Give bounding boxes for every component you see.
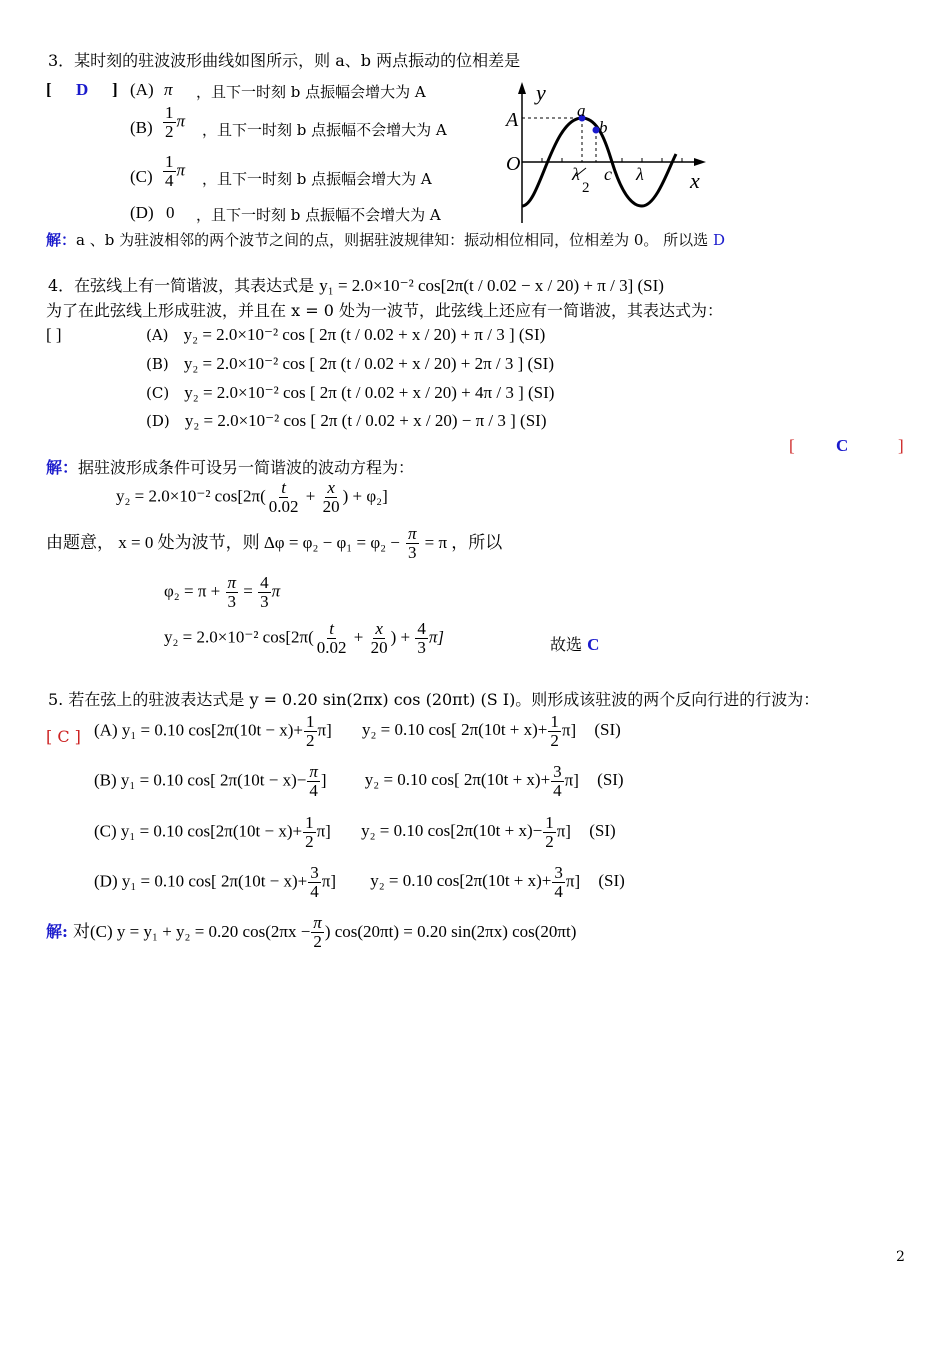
- q5-option-b-y2-num: 3: [553, 762, 562, 781]
- q5-option-b-y2-post: π]: [564, 770, 579, 790]
- q4-eq1-pre: y₂ = 2.0×10⁻² cos[2π(: [116, 486, 266, 506]
- q5-option-a-y2-post: π]: [561, 720, 577, 740]
- q5-option-c-y2-den: 2: [545, 831, 554, 851]
- point-c-label: c: [604, 164, 612, 184]
- q3-stem: 3．某时刻的驻波波形曲线如图所示，则 a、b 两点振动的位相差是: [48, 51, 521, 70]
- q5-option-c-y1-den: 2: [305, 831, 314, 851]
- y-axis-arrow: [518, 82, 526, 94]
- q5-option-c-y1: y₁ = 0.10 cos[2π(10t − x)+: [120, 821, 303, 841]
- q4-option-a-expr: y₂ = 2.0×10⁻² cos [ 2π (t / 0.02 + x / 20) + π / 3 ] (SI): [183, 325, 546, 344]
- q3-solution-answer: D: [712, 231, 725, 249]
- q4-option-b-label: (B): [146, 355, 169, 373]
- amplitude-label: A: [506, 109, 519, 131]
- q5-option-d-y2-den: 4: [554, 881, 563, 901]
- q5-option-c-y2: y₂ = 0.10 cos[2π(10t + x)−: [361, 821, 543, 841]
- q5-option-d-y2-post: π]: [565, 871, 581, 891]
- q5-option-b: [94, 763, 624, 800]
- q3-option-c-label: (C): [130, 167, 153, 186]
- q4-option-c-expr: y₂ = 2.0×10⁻² cos [ 2π (t / 0.02 + x / 20) + 4π / 3 ] (SI): [184, 383, 555, 402]
- q3-option-b-label: (B): [130, 118, 153, 137]
- page-number: 2: [896, 1249, 905, 1265]
- point-b-label: b: [599, 118, 608, 137]
- q4-answer-bracket-right: ]: [898, 436, 904, 455]
- q3-option-c-num: 1: [165, 152, 174, 171]
- q4-cond-pre: 由题意， x = 0 处为波节，则 Δφ = φ₂ − φ₁ = φ₂ −: [46, 532, 400, 552]
- q3-option-d-label: (D): [130, 203, 154, 222]
- q4-eq1-t: t: [281, 478, 286, 497]
- q3-answer-bracket-right: ]: [112, 80, 118, 99]
- q3-option-c-text: ，且下一时刻 b 点振幅会增大为 A: [202, 170, 432, 188]
- q4-eq2-den: 3: [417, 637, 426, 657]
- q5-option-d-y2: y₂ = 0.10 cos[2π(10t + x)+: [370, 871, 552, 891]
- q5-option-c-y1-num: 1: [305, 813, 314, 832]
- q5-answer: [ C ]: [46, 727, 81, 746]
- q5-option-d-y1-post: π]: [321, 871, 336, 891]
- q4-eq2-post: π]: [428, 627, 444, 647]
- q4-cond-den: 3: [408, 542, 417, 562]
- point-a-label: a: [577, 101, 586, 120]
- q5-option-a-y1-den: 2: [306, 730, 315, 750]
- q4-conclusion-answer: C: [587, 635, 600, 654]
- q3-option-a-value: π: [164, 80, 173, 99]
- q3-option-d-value: 0: [166, 203, 175, 222]
- q3-option-b-num: 1: [165, 103, 174, 122]
- q5-option-a-label: (A): [94, 720, 118, 740]
- q5-option-a-y1-post: π]: [317, 720, 332, 740]
- q4-phi-mid: =: [243, 581, 253, 601]
- q4-solution-tag: 解：: [46, 458, 79, 477]
- q4-answer-bracket-left: [: [789, 436, 795, 455]
- q5-option-c: [94, 814, 616, 851]
- q4-option-b: [146, 354, 554, 374]
- q4-stem: [48, 273, 664, 296]
- x-label: x: [690, 168, 700, 193]
- q5-option-c-si: (SI): [589, 821, 616, 841]
- q4-conclusion: [550, 632, 599, 655]
- q3-option-b-text: ，且下一时刻 b 点振幅不会增大为 A: [202, 121, 447, 139]
- q4-option-d-label: (D): [146, 412, 170, 430]
- q4-stem2: 为了在此弦线上形成驻波，并且在 x = 0 处为一波节，此弦线上还应有一简谐波，其表达式为：: [46, 301, 723, 320]
- q5-option-c-y2-num: 1: [545, 813, 554, 832]
- q5-option-d-y1-den: 4: [310, 881, 319, 901]
- q4-eq1-x: x: [327, 478, 335, 497]
- q5-option-a-y2-num: 1: [550, 712, 559, 731]
- q4-option-d: [146, 411, 546, 431]
- q4-eq2-xden: 20: [370, 637, 388, 657]
- q4-answer: C: [836, 436, 849, 455]
- q4-phi-den: 3: [227, 591, 237, 611]
- q4-eq1: [116, 479, 388, 516]
- q4-eq1-tden: 0.02: [268, 496, 299, 516]
- q4-eq2: [164, 620, 444, 657]
- q5-option-b-y1-den: 4: [309, 780, 318, 800]
- q5-option-b-y1-num: π: [309, 762, 318, 781]
- q3-solution: [46, 229, 725, 250]
- q5-stem: 5. 若在弦上的驻波表达式是 y = 0.20 sin(2πx) cos (20πt) (S I)。则形成该驻波的两个反向行进的行波为：: [48, 690, 820, 709]
- q5-option-c-y2-post: π]: [556, 821, 571, 841]
- q5-option-b-y2: y₂ = 0.10 cos[ 2π(10t + x)+: [364, 770, 551, 790]
- q5-option-b-y1: y₁ = 0.10 cos[ 2π(10t − x)−: [120, 770, 307, 790]
- q5-option-d-label: (D): [94, 871, 118, 891]
- q4-conclusion-text: 故选: [550, 635, 583, 654]
- q3-answer: D: [76, 80, 89, 99]
- q5-solution-pre: 对(C) y = y₁ + y₂ = 0.20 cos(2πx −: [73, 921, 311, 941]
- half-lambda-num: λ: [572, 164, 580, 184]
- q5-solution-post: ) cos(20πt) = 0.20 sin(2πx) cos(20πt): [324, 921, 577, 941]
- q5-option-d-si: (SI): [598, 871, 625, 891]
- q3-option-b-value: [162, 104, 185, 141]
- q4-option-c-label: (C): [146, 384, 170, 402]
- q5-option-b-label: (B): [94, 770, 117, 790]
- q4-phi-den2: 3: [260, 591, 269, 611]
- q4-eq2-num: 4: [417, 619, 426, 638]
- q4-eq1-plus: +: [305, 486, 316, 506]
- q4-phi-num2: 4: [260, 573, 269, 592]
- q3-solution-tag: 解：: [46, 231, 77, 249]
- q4-option-a-label: (A): [146, 326, 169, 344]
- q3-option-c-den: 4: [165, 170, 174, 190]
- q5-option-d-y1: y₁ = 0.10 cos[ 2π(10t − x)+: [121, 871, 308, 891]
- q5-option-a: [94, 713, 621, 750]
- x-axis-arrow: [694, 158, 706, 166]
- q4-phi: [164, 574, 280, 611]
- q4-condition: [46, 525, 502, 562]
- q3-option-a-label: (A): [130, 80, 154, 99]
- q4-eq2-t: t: [329, 619, 334, 638]
- q5-solution-tag: 解:: [46, 921, 68, 941]
- q5-option-b-y2-den: 4: [553, 780, 562, 800]
- q4-stem-expr: y₁ = 2.0×10⁻² cos[2π(t / 0.02 − x / 20) + π / 3] (SI): [319, 276, 664, 295]
- standing-wave-figure: [500, 78, 715, 228]
- half-lambda-den: 2: [582, 180, 590, 196]
- q4-eq2-mid: ) +: [390, 627, 411, 647]
- q3-option-c-value: [162, 153, 185, 190]
- q3-option-b-den: 2: [165, 121, 174, 141]
- q4-eq1-post: ) + φ₂]: [342, 486, 388, 506]
- q3-option-d-text: ，且下一时刻 b 点振幅不会增大为 A: [196, 206, 441, 224]
- q4-eq2-plus: +: [353, 627, 364, 647]
- q3-option-b-pi: π: [176, 111, 186, 131]
- q5-option-b-y1-post: ]: [320, 770, 327, 790]
- q5-option-a-y2-den: 2: [550, 730, 559, 750]
- q5-option-c-label: (C): [94, 821, 117, 841]
- q5-option-a-y2: y₂ = 0.10 cos[ 2π(10t + x)+: [362, 720, 548, 740]
- lambda-label: λ: [636, 164, 644, 184]
- q4-option-a: [146, 325, 545, 345]
- q3-answer-bracket-left: [: [46, 80, 52, 99]
- q5-option-a-y1-num: 1: [306, 712, 315, 731]
- q4-eq2-pre: y₂ = 2.0×10⁻² cos[2π(: [164, 627, 314, 647]
- q4-option-d-expr: y₂ = 2.0×10⁻² cos [ 2π (t / 0.02 + x / 20) − π / 3 ] (SI): [184, 411, 547, 430]
- q5-solution-den: 2: [313, 931, 322, 951]
- q5-option-b-si: (SI): [597, 770, 624, 790]
- q5-option-d-y2-num: 3: [554, 863, 563, 882]
- q4-solution-text: 据驻波形成条件可设另一简谐波的波动方程为：: [78, 458, 415, 477]
- q4-phi-pre: φ₂ = π +: [164, 581, 221, 601]
- q4-cond-num: π: [408, 524, 417, 543]
- q5-option-d: [94, 864, 625, 901]
- q4-option-c: [146, 383, 554, 403]
- q5-option-a-si: (SI): [594, 720, 621, 740]
- q5-option-a-y1: y₁ = 0.10 cos[2π(10t − x)+: [121, 720, 303, 740]
- q4-solution-intro: [46, 455, 414, 478]
- q4-eq2-x: x: [375, 619, 383, 638]
- q4-bracket: [ ]: [46, 325, 62, 344]
- q5-option-c-y1-post: π]: [316, 821, 331, 841]
- origin-label: O: [506, 153, 521, 175]
- q4-eq2-tden: 0.02: [316, 637, 347, 657]
- q5-solution-num: π: [313, 913, 322, 932]
- q4-phi-post: π: [271, 581, 281, 601]
- q4-phi-num: π: [227, 573, 237, 592]
- q3-option-a-text: ，且下一时刻 b 点振幅会增大为 A: [196, 83, 426, 101]
- q4-stem-prefix: 4．在弦线上有一简谐波，其表达式是: [48, 276, 315, 295]
- y-label: y: [536, 80, 546, 105]
- q4-option-b-expr: y₂ = 2.0×10⁻² cos [ 2π (t / 0.02 + x / 20) + 2π / 3 ] (SI): [183, 354, 554, 373]
- q5-option-d-y1-num: 3: [310, 863, 319, 882]
- q4-cond-post: = π ，所以: [424, 532, 503, 552]
- q4-eq1-xden: 20: [322, 496, 340, 516]
- q5-solution: [46, 914, 576, 951]
- q3-solution-text: a 、b 为驻波相邻的两个波节之间的点，则据驻波规律知：振动相位相同，位相差为 0。 所以选: [76, 231, 709, 249]
- q3-option-c-pi: π: [176, 160, 186, 180]
